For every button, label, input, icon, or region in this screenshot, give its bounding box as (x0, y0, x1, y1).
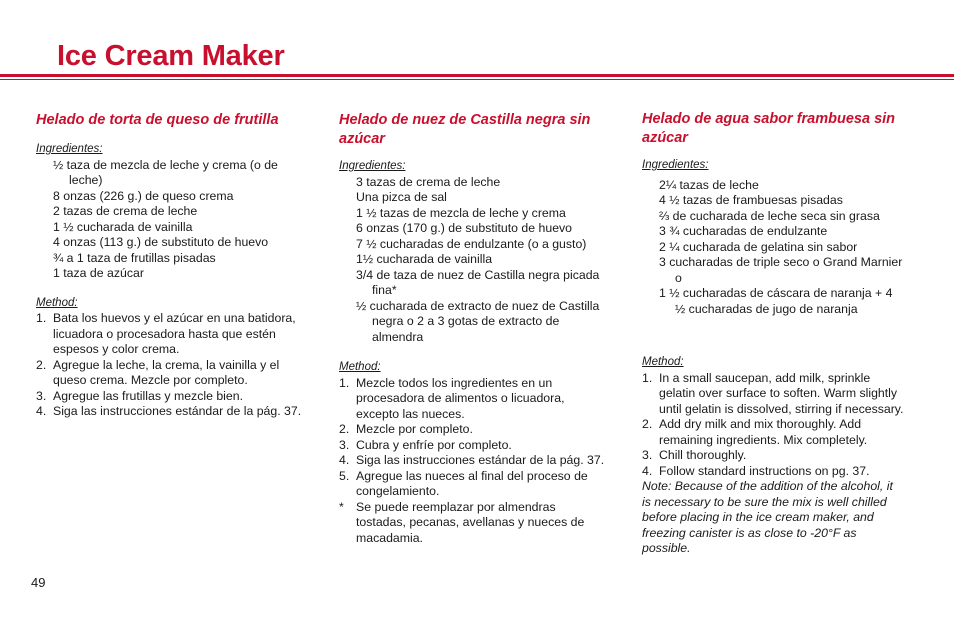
step-text: Siga las instrucciones estándar de la pág. 37. (53, 404, 302, 418)
ingredient-item: 1 taza de azúcar (53, 266, 144, 280)
step-number: * (339, 499, 344, 514)
step-number: 4. (642, 463, 653, 478)
step-number: 4. (36, 404, 47, 418)
method-step (339, 438, 605, 454)
step-text: Se puede reemplazar por almendras tostadas, pecanas, avellanas y nueces de macadamia. (356, 499, 585, 545)
method-step (339, 376, 605, 423)
ingredients-label: Ingredientes: (339, 160, 406, 172)
ingredients-label: Ingredientes: (36, 143, 103, 155)
recipe-title: Helado de nuez de Castilla negra sin azúcar (339, 112, 591, 147)
method-step (339, 422, 605, 438)
step-text: Bata los huevos y el azúcar en una batidora, licuadora o procesadora hasta que estén espesos y color crema. (53, 311, 296, 356)
ingredient-item: 1 ½ cucharada de vainilla (53, 219, 193, 234)
ingredient-item: 7 ½ cucharadas de endulzante (o a gusto) (356, 236, 587, 251)
step-number: 2. (36, 357, 47, 372)
step-number: 2. (339, 422, 350, 436)
step-number: 1. (642, 370, 653, 385)
method-step (36, 358, 304, 389)
step-number: 5. (339, 468, 350, 483)
step-text: Cubra y enfríe por completo. (356, 437, 512, 452)
method-step (642, 417, 904, 448)
method-step (36, 311, 304, 358)
method-step (642, 448, 904, 464)
method-step (339, 500, 605, 547)
ingredients-label: Ingredientes: (642, 159, 709, 171)
ingredient-item: ½ taza de mezcla de leche y crema (o de leche) (53, 157, 278, 187)
ingredient-item: ⅔ de cucharada de leche seca sin grasa (659, 208, 880, 223)
ingredient-list (339, 175, 605, 346)
step-number: 3. (642, 448, 653, 462)
ingredient-item: 3 ¾ cucharadas de endulzante (659, 224, 828, 238)
step-text: Mezcle por completo. (356, 422, 473, 436)
step-text: In a small saucepan, add milk, sprinkle gelatin over surface to soften. Warm slightly until gelatin is dissolved, stirring if necessary. (659, 370, 904, 416)
recipe-column-2 (339, 111, 605, 546)
ingredient-item: 1 ½ cucharadas de cáscara de naranja + 4 ½ cucharadas de jugo de naranja (659, 286, 893, 316)
method-step (339, 469, 605, 500)
ingredient-item: 6 onzas (170 g.) de substituto de huevo (356, 221, 573, 235)
page-title: Ice Cream Maker (57, 40, 285, 72)
recipe-column-1 (36, 111, 304, 420)
step-number: 1. (339, 375, 350, 390)
ingredient-item: 4 onzas (113 g.) de substituto de huevo (53, 235, 269, 249)
step-text: Siga las instrucciones estándar de la pág. 37. (356, 453, 605, 467)
method-step (36, 404, 304, 420)
ingredient-item: 1 ½ tazas de mezcla de leche y crema (356, 205, 566, 220)
step-text: Follow standard instructions on pg. 37. (659, 463, 870, 478)
step-number: 3. (339, 437, 350, 452)
method-step (36, 389, 304, 405)
ingredient-list (36, 158, 304, 282)
step-text: Mezcle todos los ingredientes en un procesadora de alimentos o licuadora, excepto las nueces. (356, 375, 565, 421)
ingredient-item: 3/4 de taza de nuez de Castilla negra picada fina* (356, 267, 600, 297)
recipe-column-3 (642, 110, 904, 557)
ingredient-list (642, 178, 904, 318)
method-label: Method: (36, 296, 78, 309)
step-number: 1. (36, 311, 47, 325)
ingredient-item: ½ cucharada de extracto de nuez de Castilla negra o 2 a 3 gotas de extracto de almendra (356, 298, 600, 344)
step-text: Add dry milk and mix thoroughly. Add remaining ingredients. Mix completely. (659, 417, 868, 447)
recipe-title: Helado de agua sabor frambuesa sin azúcar (642, 111, 896, 146)
method-label: Method: (339, 361, 381, 373)
ingredient-item: Una pizca de sal (356, 190, 447, 204)
title-rule-thin (0, 79, 954, 80)
method-steps (642, 371, 904, 480)
method-steps (36, 311, 304, 420)
step-number: 3. (36, 388, 47, 403)
method-steps (339, 376, 605, 547)
step-text: Agregue las nueces al final del proceso de congelamiento. (356, 468, 588, 498)
step-text: Agregue las frutillas y mezcle bien. (53, 388, 244, 403)
method-label: Method: (642, 356, 684, 368)
title-rule (0, 74, 954, 77)
method-step (339, 453, 605, 469)
ingredient-item: 4 ½ tazas de frambuesas pisadas (659, 193, 843, 207)
method-step (642, 464, 904, 480)
ingredient-item: 3 cucharadas de triple seco o Grand Marnier o (659, 255, 903, 285)
ingredient-item: 1½ cucharada de vainilla (356, 252, 493, 266)
method-step (642, 371, 904, 418)
ingredient-item: 2 ¼ cucharada de gelatina sin sabor (659, 239, 858, 254)
ingredient-item: ¾ a 1 taza de frutillas pisadas (53, 250, 216, 265)
ingredient-item: 2¼ tazas de leche (659, 177, 759, 192)
ingredient-item: 2 tazas de crema de leche (53, 204, 198, 218)
recipe-title: Helado de torta de queso de frutilla (36, 112, 279, 128)
step-number: 4. (339, 453, 350, 467)
step-number: 2. (642, 417, 653, 431)
ingredient-item: 8 onzas (226 g.) de queso crema (53, 188, 234, 203)
step-text: Agregue la leche, la crema, la vainilla y el queso crema. Mezcle por completo. (53, 357, 280, 387)
page-number: 49 (31, 575, 46, 590)
recipe-note: Note: Because of the addition of the alcohol, it is necessary to be sure the mix is well chilled before placing in the ice cream maker, and freezing canister is as close to -20°F as possible. (642, 479, 893, 555)
ingredient-item: 3 tazas de crema de leche (356, 174, 501, 189)
step-text: Chill thoroughly. (659, 448, 747, 462)
